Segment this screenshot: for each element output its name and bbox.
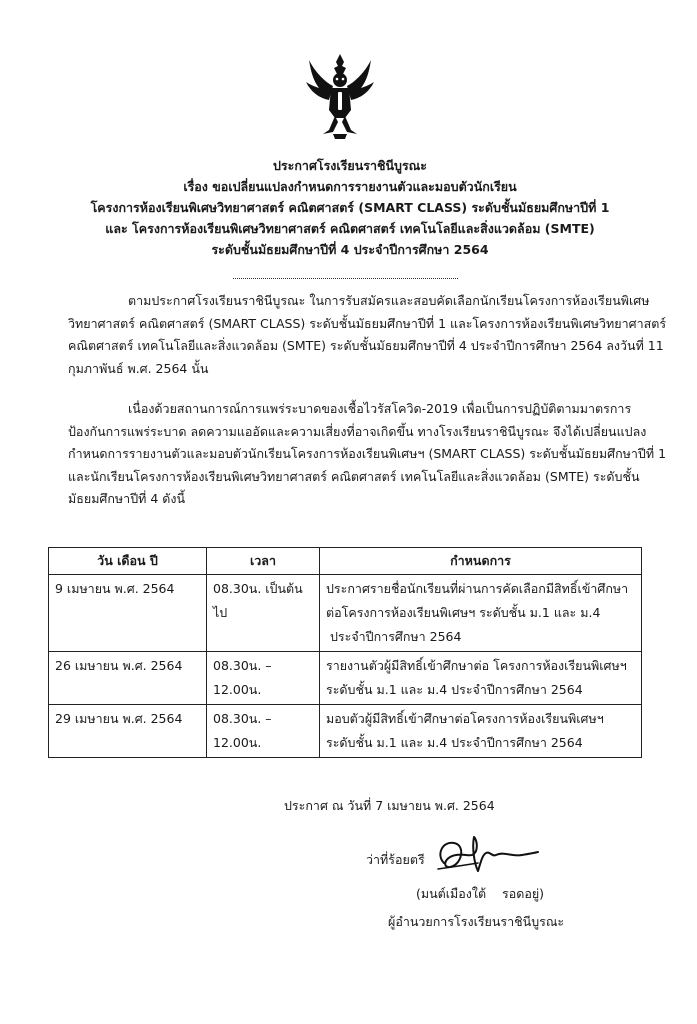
row-detail-line: ประจำปีการศึกษา 2564 <box>326 629 462 644</box>
row-detail-line: มอบตัวผู้มีสิทธิ์เข้าศึกษาต่อโครงการห้องเรียนพิเศษฯ <box>326 711 604 726</box>
paragraph-1 <box>68 290 667 380</box>
row-detail <box>320 705 642 758</box>
paragraph-2-line: ป้องกันการแพร่ระบาด ลดความแออัดและความเสี่ยงที่อาจเกิดขึ้น ทางโรงเรียนราชินีบูรณะ จึงได้เปลี่ยนแปลง <box>68 423 647 439</box>
row-detail <box>320 652 642 705</box>
column-header-time: เวลา <box>207 548 320 575</box>
table-header-row <box>49 548 642 575</box>
announcement-header <box>40 155 660 260</box>
paragraph-2-line: กำหนดการรายงานตัวและมอบตัวนักเรียนโครงการห้องเรียนพิเศษฯ (SMART CLASS) ระดับชั้นมัธยมศึกษาปีที่ 1 <box>68 446 667 461</box>
row-detail-line: ประกาศรายชื่อนักเรียนที่ผ่านการคัดเลือกมีสิทธิ์เข้าศึกษา <box>326 581 629 596</box>
paragraph-2-line: มัธยมศึกษาปีที่ 4 ดังนี้ <box>68 491 186 506</box>
table-row <box>49 705 642 758</box>
row-detail-line: ระดับชั้น ม.1 และ ม.4 ประจำปีการศึกษา 2564 <box>326 735 583 750</box>
column-header-schedule: กำหนดการ <box>320 548 642 575</box>
row-detail-line: ระดับชั้น ม.1 และ ม.4 ประจำปีการศึกษา 2564 <box>326 682 583 697</box>
paragraph-2-line: และนักเรียนโครงการห้องเรียนพิเศษวิทยาศาสตร์ คณิตศาสตร์ เทคโนโลยีและสิ่งแวดล้อม (SMTE) ระดับชั้น <box>68 468 640 484</box>
header-line-3: โครงการห้องเรียนพิเศษวิทยาศาสตร์ คณิตศาสตร์ (SMART CLASS) ระดับชั้นมัธยมศึกษาปีที่ 1 <box>90 200 610 215</box>
header-line-5: ระดับชั้นมัธยมศึกษาปีที่ 4 ประจำปีการศึกษา 2564 <box>211 242 489 257</box>
row-date: 9 เมษายน พ.ศ. 2564 <box>49 575 207 652</box>
announce-date: ประกาศ ณ วันที่ 7 เมษายน พ.ศ. 2564 <box>284 798 495 813</box>
paragraph-1-line: กุมภาพันธ์ พ.ศ. 2564 นั้น <box>68 360 209 376</box>
paragraph-1-line: ตามประกาศโรงเรียนราชินีบูรณะ ในการรับสมัครและสอบคัดเลือกนักเรียนโครงการห้องเรียนพิเศษ <box>128 293 650 308</box>
row-time: 08.30น. – 12.00น. <box>207 705 320 758</box>
table-row <box>49 652 642 705</box>
row-detail <box>320 575 642 652</box>
paragraph-1-line: วิทยาศาสตร์ คณิตศาสตร์ (SMART CLASS) ระดับชั้นมัธยมศึกษาปีที่ 1 และโครงการห้องเรียนพิเศษวิทยาศาสตร์ <box>68 315 667 331</box>
row-time: 08.30น. เป็นต้นไป <box>207 575 320 652</box>
header-line-1: ประกาศโรงเรียนราชินีบูรณะ <box>273 158 427 173</box>
signature-icon <box>432 833 542 879</box>
schedule-table <box>48 547 642 758</box>
signer-name: (มนต์เมืองใต้ รอดอยู่) <box>416 886 545 901</box>
paragraph-1-line: คณิตศาสตร์ เทคโนโลยีและสิ่งแวดล้อม (SMTE) ระดับชั้นมัธยมศึกษาปีที่ 4 ประจำปีการศึกษา 2564 ลงวันที่ 11 <box>68 338 664 353</box>
row-date: 29 เมษายน พ.ศ. 2564 <box>49 705 207 758</box>
paragraph-2 <box>68 398 667 511</box>
signer-position: ผู้อำนวยการโรงเรียนราชินีบูรณะ <box>388 914 565 929</box>
garuda-emblem-icon <box>305 52 375 140</box>
row-date: 26 เมษายน พ.ศ. 2564 <box>49 652 207 705</box>
column-header-date: วัน เดือน ปี <box>49 548 207 575</box>
dotted-divider <box>233 278 458 279</box>
row-detail-line: รายงานตัวผู้มีสิทธิ์เข้าศึกษาต่อ โครงการห้องเรียนพิเศษฯ <box>326 658 627 673</box>
signer-rank: ว่าที่ร้อยตรี <box>366 852 425 867</box>
table-row <box>49 575 642 652</box>
row-time: 08.30น. – 12.00น. <box>207 652 320 705</box>
header-line-4: และ โครงการห้องเรียนพิเศษวิทยาศาสตร์ คณิตศาสตร์ เทคโนโลยีและสิ่งแวดล้อม (SMTE) <box>105 221 595 236</box>
header-line-2: เรื่อง ขอเปลี่ยนแปลงกำหนดการรายงานตัวและมอบตัวนักเรียน <box>183 179 517 194</box>
row-detail-line: ต่อโครงการห้องเรียนพิเศษฯ ระดับชั้น ม.1 และ ม.4 <box>326 605 601 620</box>
paragraph-2-line: เนื่องด้วยสถานการณ์การแพร่ระบาดของเชื้อไวรัสโควิด-2019 เพื่อเป็นการปฏิบัติตามมาตรการ <box>128 401 632 416</box>
